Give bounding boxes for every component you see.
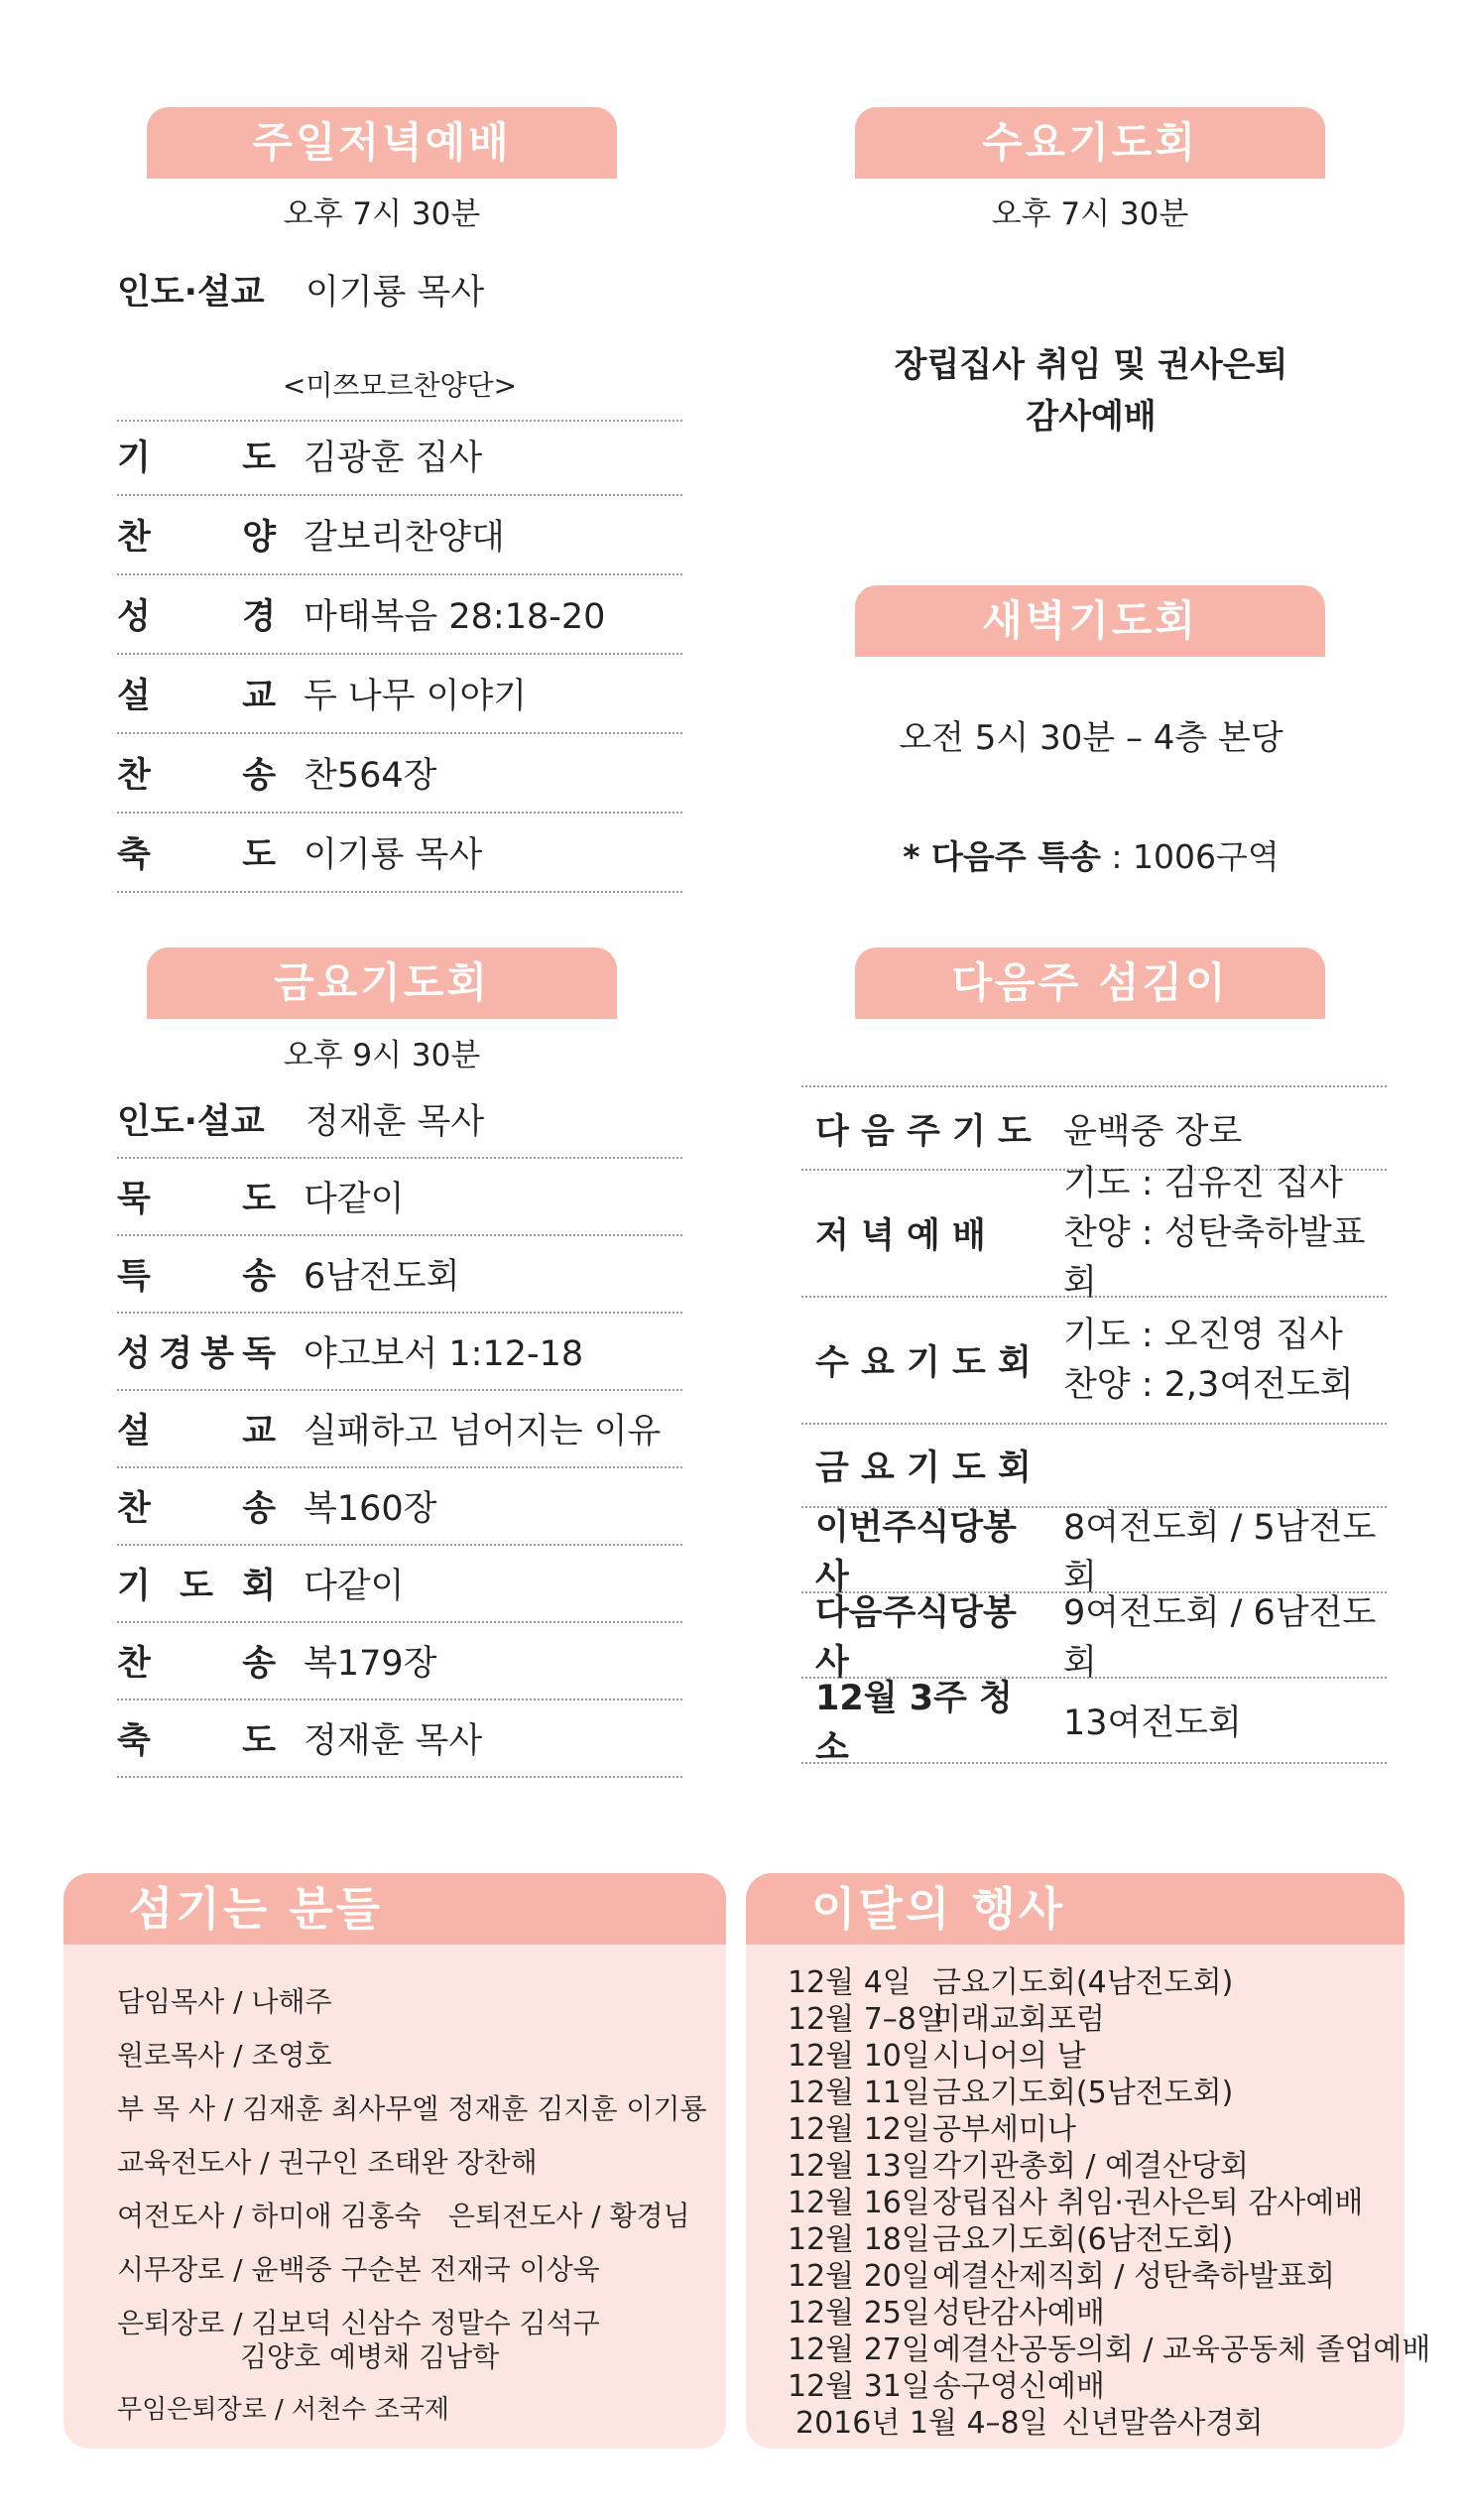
sunday-row-benediction <box>117 814 682 893</box>
friday-leader-label: 인도·설교 <box>117 1102 265 1142</box>
sunday-evening-header: 주일저녁예배 <box>147 107 617 179</box>
sunday-row-praise <box>117 496 682 575</box>
sunday-row-value: 이기룡 목사 <box>304 835 483 875</box>
servant-item: 시무장로 / 윤백중 구순본 전재국 이상욱 <box>117 2253 600 2286</box>
next-week-label: 금 요 기 도 회 <box>815 1449 1032 1488</box>
sunday-leader-row <box>117 260 682 319</box>
dawn-header: 새벽기도회 <box>855 585 1325 657</box>
friday-row-label: 설 교 <box>117 1412 276 1451</box>
servant-item: 무임은퇴장로 / 서천수 조국제 <box>117 2395 449 2425</box>
friday-row-value: 야고보서 1:12-18 <box>304 1334 584 1374</box>
sunday-row-label: 성 경 <box>117 597 276 637</box>
next-week-label: 이번주식당봉사 <box>815 1508 1017 1597</box>
event-item: 12월 16일장립집사 취임·권사은퇴 감사예배 <box>788 2186 1364 2220</box>
friday-row-label: 찬 송 <box>117 1644 276 1684</box>
next-week-header: 다음주 섬김이 <box>855 947 1325 1019</box>
sunday-choir-note: <미쯔모르찬양단> <box>117 364 682 422</box>
friday-row-value: 복160장 <box>304 1489 437 1529</box>
wednesday-header: 수요기도회 <box>855 107 1325 179</box>
sunday-row-value: 두 나무 이야기 <box>304 677 528 716</box>
friday-row <box>117 1546 682 1623</box>
servants-box <box>63 1873 726 2449</box>
next-week-row <box>801 1593 1387 1683</box>
friday-header: 금요기도회 <box>147 947 617 1019</box>
sunday-row-scripture <box>117 575 682 655</box>
friday-row <box>117 1314 682 1391</box>
friday-leader-row <box>117 1081 682 1159</box>
friday-row <box>117 1391 682 1468</box>
event-item: 12월 12일공부세미나 <box>788 2112 1076 2147</box>
sunday-row-value: 마태복음 28:18-20 <box>304 597 606 637</box>
dawn-special-value: : 1006구역 <box>1100 837 1280 876</box>
friday-row-value: 실패하고 넘어지는 이유 <box>304 1412 662 1451</box>
friday-row <box>117 1468 682 1546</box>
event-item: 12월 25일성탄감사예배 <box>788 2296 1105 2331</box>
friday-row <box>117 1159 682 1236</box>
next-week-label: 12월 3주 청 소 <box>815 1679 1013 1768</box>
sunday-row-label: 축 도 <box>117 835 276 875</box>
sunday-row-label: 설 교 <box>117 677 276 716</box>
events-list <box>788 1964 1430 2442</box>
sunday-row-value: 김광훈 집사 <box>304 439 483 478</box>
next-week-value: 9여전도회 / 6남전도회 <box>1063 1593 1377 1683</box>
next-week-row <box>801 1508 1387 1597</box>
servant-item: 담임목사 / 나해주 <box>117 1985 332 2018</box>
servant-item: 김양호 예병채 김남학 <box>240 2340 500 2373</box>
servant-item: 부 목 사 / 김재훈 최사무엘 정재훈 김지훈 이기룡 <box>117 2092 707 2125</box>
event-item: 12월 20일예결산제직회 / 성탄축하발표회 <box>788 2259 1335 2294</box>
next-week-value: 13여전도회 <box>1063 1703 1242 1743</box>
dawn-special-label: * 다음주 특송 <box>903 837 1101 876</box>
friday-row-label: 기 도 회 <box>117 1567 276 1606</box>
dawn-time: 오전 5시 30분 – 4층 본당 <box>899 718 1283 758</box>
friday-leader-value: 정재훈 목사 <box>305 1102 485 1142</box>
sunday-row-sermon <box>117 655 682 734</box>
friday-row <box>117 1623 682 1701</box>
event-item: 12월 4일 금요기도회(4남전도회) <box>788 1965 1234 2000</box>
events-box <box>746 1873 1431 2449</box>
next-week-row <box>801 1425 1387 1508</box>
next-week-label: 수 요 기 도 회 <box>815 1343 1032 1383</box>
event-item: 2016년 1월 4–8일 신년말씀사경회 <box>795 2406 1264 2441</box>
sunday-row-label: 기 도 <box>117 439 276 478</box>
event-item: 12월 7–8일미래교회포럼 <box>788 2002 1105 2037</box>
wednesday-event-line2: 감사예배 <box>1026 397 1157 437</box>
next-week-label: 저 녁 예 배 <box>815 1216 986 1256</box>
event-item: 12월 27일예결산공동의회 / 교육공동체 졸업예배 <box>788 2332 1431 2367</box>
events-header: 이달의 행사 <box>746 1873 1404 1945</box>
sunday-evening-time: 오후 7시 30분 <box>283 196 481 232</box>
friday-row-value: 6남전도회 <box>304 1257 460 1297</box>
servants-header: 섬기는 분들 <box>63 1873 726 1945</box>
friday-row <box>117 1701 682 1778</box>
next-week-row <box>801 1679 1387 1768</box>
wednesday-event-line1: 장립집사 취임 및 권사은퇴 <box>894 345 1288 385</box>
next-week-label: 다음주식당봉사 <box>815 1593 1017 1683</box>
friday-row-label: 특 송 <box>117 1257 276 1297</box>
next-week-value: 윤백중 장로 <box>1063 1112 1243 1152</box>
friday-row <box>117 1236 682 1314</box>
dawn-special <box>813 831 1369 878</box>
sunday-row-label: 찬 송 <box>117 756 276 796</box>
sunday-leader-label: 인도·설교 <box>117 273 265 313</box>
friday-row-value: 복179장 <box>304 1644 437 1684</box>
next-week-value: 8여전도회 / 5남전도회 <box>1063 1508 1377 1597</box>
next-week-label: 다 음 주 기 도 <box>815 1112 1032 1152</box>
servant-item: 원로목사 / 조영호 <box>117 2039 332 2072</box>
servant-item: 여전도사 / 하미애 김홍숙 <box>117 2200 422 2232</box>
event-item: 12월 31일송구영신예배 <box>788 2369 1105 2404</box>
friday-row-value: 정재훈 목사 <box>304 1721 483 1761</box>
servant-item: 교육전도사 / 권구인 조태완 장찬해 <box>117 2146 538 2179</box>
event-item: 12월 11일금요기도회(5남전도회) <box>788 2076 1234 2110</box>
wednesday-time: 오후 7시 30분 <box>991 196 1189 232</box>
friday-row-value: 다같이 <box>304 1567 405 1606</box>
next-week-value: 기도 : 오진영 집사 찬양 : 2,3여전도회 <box>1063 1316 1354 1405</box>
next-week-value: 기도 : 김유진 집사 찬양 : 성탄축하발표회 <box>1063 1164 1366 1303</box>
event-item: 12월 10일시니어의 날 <box>788 2039 1086 2074</box>
sunday-row-value: 갈보리찬양대 <box>304 518 505 558</box>
sunday-row-value: 찬564장 <box>304 756 437 796</box>
event-item: 12월 13일각기관총회 / 예결산당회 <box>788 2149 1249 2184</box>
friday-row-label: 성 경 봉 독 <box>117 1334 276 1374</box>
next-week-row <box>801 1298 1387 1425</box>
friday-row-value: 다같이 <box>304 1180 405 1219</box>
friday-row-label: 찬 송 <box>117 1489 276 1529</box>
friday-row-label: 축 도 <box>117 1721 276 1761</box>
servant-item: 은퇴장로 / 김보덕 신삼수 정말수 김석구 <box>117 2307 600 2339</box>
friday-time: 오후 9시 30분 <box>283 1038 481 1073</box>
friday-row-label: 묵 도 <box>117 1180 276 1219</box>
event-item: 12월 18일금요기도회(6남전도회) <box>788 2222 1234 2257</box>
sunday-leader-value: 이기룡 목사 <box>305 273 485 313</box>
next-week-top-divider <box>801 1085 1387 1087</box>
sunday-row-hymn <box>117 734 682 814</box>
sunday-row-label: 찬 양 <box>117 518 276 558</box>
servant-item: 은퇴전도사 / 황경님 <box>448 2200 690 2232</box>
next-week-row <box>801 1164 1387 1303</box>
sunday-row-prayer <box>117 417 682 496</box>
